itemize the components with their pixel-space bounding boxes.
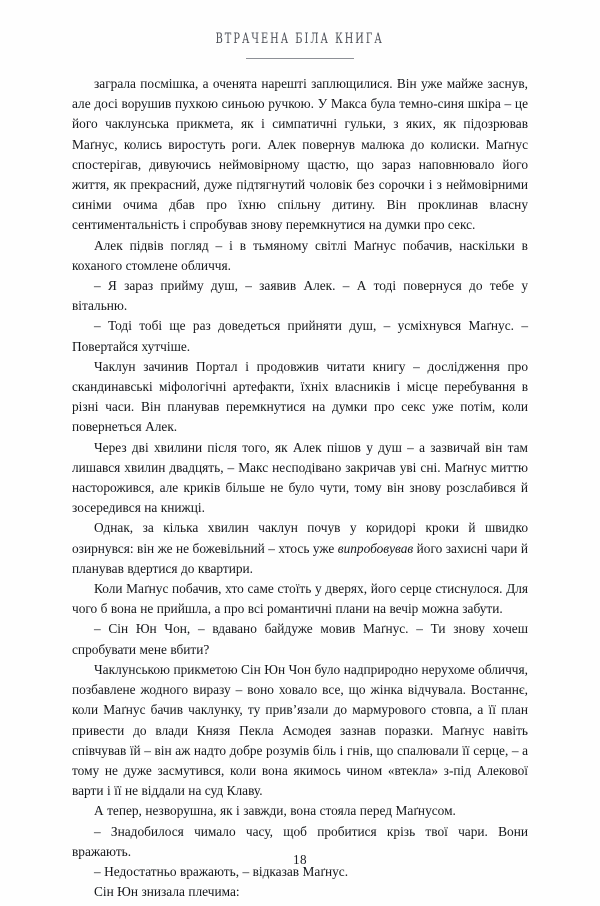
- paragraph: Алек підвів погляд – і в тьмяному світлі Маґнус побачив, наскільки в коханого стомлене обличчя.: [72, 237, 528, 273]
- header-divider-rule: [246, 58, 354, 59]
- running-header: [0, 28, 600, 46]
- dialogue-paragraph: – Тоді тобі ще раз доведеться прийняти душ, – усміхнувся Маґнус. – Повертайся хутчіше.: [72, 318, 528, 354]
- emphasis-trail-text: його захисні чари й планував вдертися до квартири.: [72, 540, 528, 576]
- italic-emphasis-word: випробовував: [337, 540, 414, 556]
- dialogue-paragraph: – Знадобилося чимало часу, щоб пробитися крізь твої чари. Вони вражають.: [72, 823, 528, 859]
- paragraph: Чаклун зачинив Портал і продовжив читати книгу – дослідження про скандинавські міфологічні артефакти, їхніх власників і місце перебування в різні часи. Він планував перемкнутися на думки про секс уже потім, коли повернеться Алек.: [72, 358, 528, 435]
- dialogue-paragraph: – Я зараз прийму душ, – заявив Алек. – А тоді повернуся до тебе у вітальню.: [72, 278, 528, 314]
- paragraph: Чаклунською прикметою Сін Юн Чон було надприродно нерухоме обличчя, позбавлене жодного виразу – воно ховало все, що жінка відчувала. Востаннє, коли Маґнус бачив чаклунку, ту прив’язали до мармурового стовпа, а її план привести до влади Князя Пекла Асмодея зазнав поразки. Маґнус навіть співчував їй – він аж надто добре розумів біль і гнів, що спалювали її серце, – а тому не дуже засмутився, коли вона якимось чином «втекла» з-під Алекової варти і її не віддали на суд Клаву.: [72, 661, 528, 799]
- paragraph-final: Сін Юн знизала плечима:: [94, 884, 240, 900]
- paragraph-continuation: заграла посмішка, а оченята нарешті заплющилися. Він уже майже заснув, але досі ворушив пухкою синьою ручкою. У Макса була темно-синя шкіра – це його чаклунська прикмета, як і симпатичні гульки, з яких, як підозрював Маґнус, колись виростуть роги. Алек повернув малюка до колиски. Маґнус спостерігав, дивуючись неймовірному щастю, що зараз наповнювало його життя, як прекрасний, дуже підтягнутий чоловік без сорочки і з неймовірними синіми очима дбав про їхню спільну дитину. Він проклинав власну сентиментальність і спробував знову перемкнутися на думки про секс.: [72, 76, 528, 233]
- paragraph: Через дві хвилини після того, як Алек пішов у душ – а зазвичай він там лишався хвилин двадцять, – Макс несподівано закричав уві сні. Маґнус миттю насторожився, але криків більше не було чути, тому він знову розслабився й зосередився на книжці.: [72, 439, 528, 516]
- dialogue-paragraph: – Недостатньо вражають, – відказав Маґнус.: [94, 863, 349, 879]
- paragraph: Коли Маґнус побачив, хто саме стоїть у дверях, його серце стиснулося. Для чого б вона не прийшла, а про всі романтичні плани на вечір можна забути.: [72, 581, 528, 617]
- emphasis-lead-text: Однак, за кілька хвилин чаклун почув у коридорі кроки й швидко озирнувся: він же не божевільний – хтось уже: [72, 520, 528, 556]
- body-text-block: [72, 74, 528, 902]
- paragraph: А тепер, незворушна, як і завжди, вона стояла перед Маґнусом.: [94, 803, 456, 819]
- page-number: 18: [293, 852, 307, 867]
- dialogue-paragraph: – Сін Юн Чон, – вдавано байдуже мовив Маґнус. – Ти знову хочеш спробувати мене вбити?: [72, 621, 528, 657]
- paragraph-with-emphasis: [72, 518, 528, 579]
- running-header-title: ВТРАЧЕНА БІЛА КНИГА: [215, 31, 385, 47]
